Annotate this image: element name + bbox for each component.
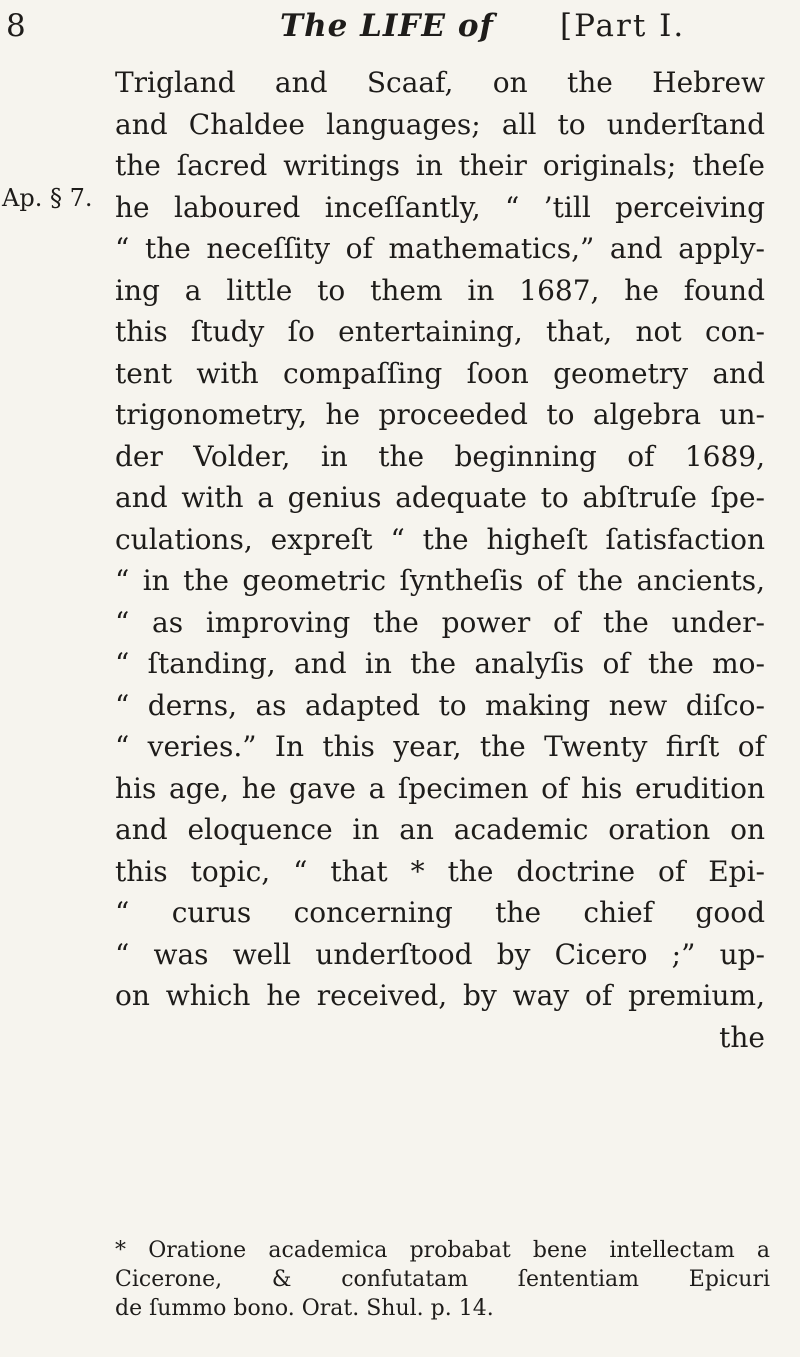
- footnote-line: Cicerone, & confutatam ſententiam Epicuri: [115, 1267, 770, 1292]
- text-line: and with a genius adequate to abſtruſe ſpe-: [115, 481, 765, 514]
- text-line: his age, he gave a ſpecimen of his erudition: [115, 771, 765, 805]
- text-line: and Chaldee languages; all to underſtand: [115, 107, 765, 141]
- text-line: “ as improving the power of the under-: [115, 605, 765, 639]
- text-line: der Volder, in the beginning of 1689,: [115, 439, 765, 473]
- text-line: “ was well underſtood by Cicero ;” up-: [115, 937, 765, 971]
- text-line: this topic, “ that * the doctrine of Epi-: [115, 854, 765, 888]
- text-line: the ſacred writings in their originals; theſe: [115, 149, 765, 182]
- margin-note: Ap. § 7.: [2, 184, 93, 212]
- text-line: and eloquence in an academic oration on: [115, 813, 765, 846]
- footnote-line: * Oratione academica probabat bene intellectam a: [115, 1238, 770, 1263]
- text-line: “ derns, as adapted to making new diſco-: [115, 688, 765, 722]
- text-line: tent with compaſſing ſoon geometry and: [115, 356, 765, 390]
- text-line: “ in the geometric ſyntheſis of the ancients,: [115, 564, 765, 597]
- page-number: 8: [6, 8, 26, 44]
- running-title: The LIFE of: [280, 8, 494, 44]
- text-line: culations, expreſt “ the higheſt ſatisfaction: [115, 522, 765, 556]
- text-line: Trigland and Scaaf, on the Hebrew: [115, 66, 765, 99]
- footnote: [115, 1236, 770, 1323]
- text-line: ing a little to them in 1687, he found: [115, 273, 765, 307]
- page-header: [0, 2, 800, 62]
- text-line: this ſtudy ſo entertaining, that, not con-: [115, 315, 765, 348]
- text-line: “ curus concerning the chief good: [115, 896, 765, 929]
- catchword: the: [719, 1020, 765, 1054]
- text-line: on which he received, by way of premium,: [115, 979, 765, 1012]
- text-line: he laboured inceſſantly, “ ’till perceiving: [115, 190, 765, 224]
- text-line: “ ſtanding, and in the analyſis of the mo-: [115, 647, 765, 680]
- part-label: [Part I.: [560, 8, 686, 44]
- footnote-line: de ſummo bono. Orat. Shul. p. 14.: [115, 1296, 494, 1321]
- body-text: [115, 62, 765, 1058]
- text-line: trigonometry, he proceeded to algebra un-: [115, 398, 765, 431]
- text-line: “ veries.” In this year, the Twenty firſt of: [115, 730, 765, 763]
- text-line: “ the neceſſity of mathematics,” and apply-: [115, 232, 765, 265]
